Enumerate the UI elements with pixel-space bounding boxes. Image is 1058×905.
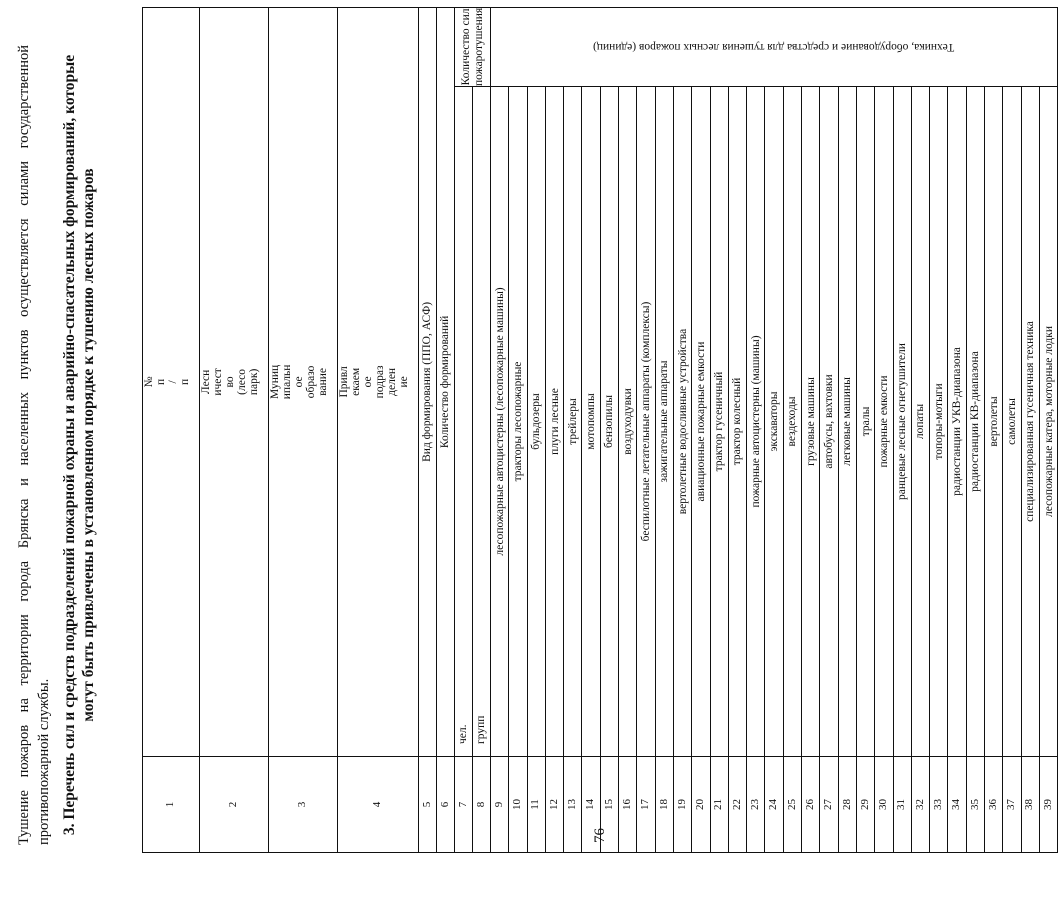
equipment-cell: топоры-мотыги xyxy=(930,87,948,757)
table-row xyxy=(802,7,820,852)
unit-people: чел. xyxy=(455,87,473,757)
equipment-group-label xyxy=(491,7,1058,86)
equipment-cell: легковые машины xyxy=(838,87,856,757)
table-row xyxy=(728,7,746,852)
table-row xyxy=(473,7,491,852)
header-line: п xyxy=(155,378,167,385)
table-row xyxy=(637,7,655,852)
forces-table xyxy=(142,7,1058,853)
row-number: 35 xyxy=(966,757,984,853)
formation-type-cell: Вид формирования (ППО, АСФ) xyxy=(419,7,437,756)
header-line: делен xyxy=(386,367,398,396)
table-row xyxy=(655,7,673,852)
equipment-cell: зажигательные аппараты xyxy=(655,87,673,757)
table-row xyxy=(966,7,984,852)
table-row xyxy=(911,7,929,852)
header-line: во xyxy=(224,376,236,388)
table-row xyxy=(527,7,545,852)
equipment-cell: тракторы лесопожарные xyxy=(509,87,527,757)
table-row xyxy=(269,7,338,852)
header-cell-1 xyxy=(143,7,200,756)
header-cell-3 xyxy=(269,7,338,756)
table-row xyxy=(747,7,765,852)
row-number: 9 xyxy=(491,757,509,853)
equipment-cell: воздуходувки xyxy=(619,87,637,757)
header-line: ичест xyxy=(212,368,224,396)
row-number: 10 xyxy=(509,757,527,853)
row-number: 18 xyxy=(655,757,673,853)
page-number: 76 xyxy=(592,828,608,843)
table-row xyxy=(673,7,691,852)
table-row xyxy=(1003,7,1021,852)
row-number: 36 xyxy=(985,757,1003,853)
equipment-cell: экскаваторы xyxy=(765,87,783,757)
equipment-cell: трейлеры xyxy=(564,87,582,757)
header-line: парк) xyxy=(248,368,260,396)
equipment-cell: мотопомпы xyxy=(582,87,600,757)
equipment-cell: радиостанции КВ-диапазона xyxy=(966,87,984,757)
table-row xyxy=(985,7,1003,852)
equipment-cell: вертолетные водосливные устройства xyxy=(673,87,691,757)
header-line: образо xyxy=(305,365,317,399)
row-number: 8 xyxy=(473,757,491,853)
row-number: 6 xyxy=(437,757,455,853)
header-line: вание xyxy=(317,368,329,396)
row-number: 32 xyxy=(911,757,929,853)
table-row xyxy=(856,7,874,852)
table-row xyxy=(600,7,618,852)
header-line: екаем xyxy=(350,367,362,396)
table-row xyxy=(437,7,455,852)
table-row xyxy=(619,7,637,852)
row-number: 27 xyxy=(820,757,838,853)
row-number: 24 xyxy=(765,757,783,853)
header-line: ие xyxy=(398,376,410,388)
table-row xyxy=(419,7,437,852)
equipment-cell: специализированная гусеничная техника xyxy=(1021,87,1039,757)
row-number: 15 xyxy=(600,757,618,853)
row-number: 12 xyxy=(545,757,563,853)
equipment-cell: радиостанции УКВ-диапазона xyxy=(948,87,966,757)
header-line: ое xyxy=(293,376,305,388)
equipment-cell: лесопожарные автоцистерны (лесопожарные машины) xyxy=(491,87,509,757)
row-number: 23 xyxy=(747,757,765,853)
table-row xyxy=(545,7,563,852)
equipment-cell: трактор гусеничный xyxy=(710,87,728,757)
table-row xyxy=(930,7,948,852)
equipment-cell: лесопожарные катера, моторные лодки xyxy=(1039,87,1057,757)
equipment-cell: тралы xyxy=(856,87,874,757)
table-row xyxy=(948,7,966,852)
row-number: 13 xyxy=(564,757,582,853)
equipment-cell: пожарные емкости xyxy=(875,87,893,757)
table-row xyxy=(455,7,473,852)
table-row xyxy=(143,7,200,852)
row-number: 17 xyxy=(637,757,655,853)
row-number: 39 xyxy=(1039,757,1057,853)
table-row xyxy=(1039,7,1057,852)
header-line: п xyxy=(179,378,191,385)
row-number: 21 xyxy=(710,757,728,853)
row-number: 31 xyxy=(893,757,911,853)
equipment-cell: автобусы, вахтовки xyxy=(820,87,838,757)
equipment-cell: ранцевые лесные огнетушители xyxy=(893,87,911,757)
forces-count-cell: Количество сил пожаротушения xyxy=(455,7,491,86)
row-number: 1 xyxy=(143,757,200,853)
header-line: (лесо xyxy=(236,368,248,395)
table-row xyxy=(692,7,710,852)
header-line: № xyxy=(143,376,155,388)
table-row xyxy=(338,7,419,852)
table-row xyxy=(509,7,527,852)
table-row xyxy=(564,7,582,852)
intro-paragraph: Тушение пожаров на территории города Брянска и населенных пунктов осуществляется силами государственной противопожарной службы. xyxy=(16,45,52,845)
header-cell-4 xyxy=(338,7,419,756)
row-number: 3 xyxy=(269,757,338,853)
equipment-cell: беспилотные летательные аппараты (комплексы) xyxy=(637,87,655,757)
row-number: 4 xyxy=(338,757,419,853)
equipment-cell: вертолеты xyxy=(985,87,1003,757)
row-number: 2 xyxy=(200,757,269,853)
header-cell-2 xyxy=(200,7,269,756)
section-title: 3. Перечень сил и средств подразделений пожарной охраны и аварийно-спасательных формирований, которые могут быть привлечены в установленном порядке к тушению лесных пожаров xyxy=(61,54,97,836)
header-line: ое xyxy=(362,376,374,388)
row-number: 38 xyxy=(1021,757,1039,853)
header-line: ипальн xyxy=(281,364,293,400)
equipment-cell: вездеходы xyxy=(783,87,801,757)
equipment-cell: самолеты xyxy=(1003,87,1021,757)
table-row xyxy=(582,7,600,852)
equipment-cell: авиационные пожарные емкости xyxy=(692,87,710,757)
row-number: 25 xyxy=(783,757,801,853)
row-number: 5 xyxy=(419,757,437,853)
row-number: 30 xyxy=(875,757,893,853)
equipment-cell: пожарные автоцистерны (машины) xyxy=(747,87,765,757)
row-number: 37 xyxy=(1003,757,1021,853)
row-number: 29 xyxy=(856,757,874,853)
table-row xyxy=(710,7,728,852)
row-number: 34 xyxy=(948,757,966,853)
equipment-cell: плуги лесные xyxy=(545,87,563,757)
table-row xyxy=(838,7,856,852)
row-number: 19 xyxy=(673,757,691,853)
equipment-cell: лопаты xyxy=(911,87,929,757)
table-row xyxy=(875,7,893,852)
equipment-cell: трактор колесный xyxy=(728,87,746,757)
row-number: 26 xyxy=(802,757,820,853)
table-row xyxy=(1021,7,1039,852)
header-line: Лесн xyxy=(200,369,212,395)
table-row xyxy=(820,7,838,852)
equipment-cell: грузовые машины xyxy=(802,87,820,757)
row-number: 14 xyxy=(582,757,600,853)
row-number: 22 xyxy=(728,757,746,853)
table-row xyxy=(765,7,783,852)
row-number: 7 xyxy=(455,757,473,853)
group-label-text: Техника, оборудование и средства для тушения лесных пожаров (единиц) xyxy=(593,40,955,53)
row-number: 11 xyxy=(527,757,545,853)
table-row xyxy=(491,7,509,852)
header-line: Муниц xyxy=(269,364,281,399)
unit-groups: групп xyxy=(473,87,491,757)
table-row xyxy=(893,7,911,852)
table-row xyxy=(200,7,269,852)
row-number: 28 xyxy=(838,757,856,853)
header-line: / xyxy=(167,380,179,384)
equipment-cell: бензопилы xyxy=(600,87,618,757)
header-line: Привл xyxy=(338,366,350,398)
row-number: 33 xyxy=(930,757,948,853)
equipment-cell: бульдозеры xyxy=(527,87,545,757)
row-number: 20 xyxy=(692,757,710,853)
header-line: подраз xyxy=(374,365,386,399)
row-number: 16 xyxy=(619,757,637,853)
table-row xyxy=(783,7,801,852)
formation-count-cell: Количество формирований xyxy=(437,7,455,756)
